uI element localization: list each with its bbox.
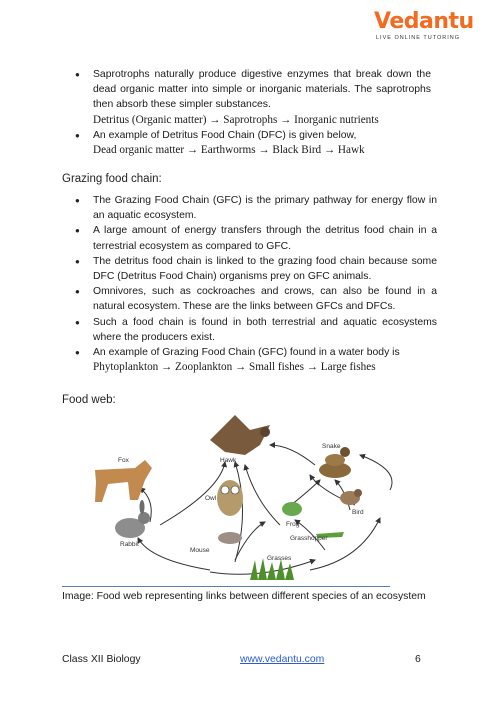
list-item: ● A large amount of energy transfers through the detritus food chain in a terrestrial ecosystem as compared to GFC. xyxy=(65,223,437,253)
fox-illustration xyxy=(95,460,152,502)
detritus-chain: Detritus (Organic matter) → Saprotrophs → Inorganic nutrients xyxy=(93,113,379,126)
list-item: ● Such a food chain is found in both terrestrial and aquatic ecosystems where the producers exist. xyxy=(65,315,437,345)
figure-caption: Image: Food web representing links between different species of an ecosystem xyxy=(62,591,426,602)
rabbit-label: Rabbit xyxy=(120,541,139,548)
rabbit-illustration xyxy=(115,500,150,538)
footer-website-link[interactable]: www.vedantu.com xyxy=(240,654,325,665)
caption-divider xyxy=(62,586,390,587)
hawk-label: Hawk xyxy=(220,457,237,464)
mouse-label: Mouse xyxy=(190,547,210,554)
grazing-heading: Grazing food chain: xyxy=(62,173,162,185)
logo-brand: Vedantu xyxy=(374,9,474,34)
snake-label: Snake xyxy=(322,443,341,450)
list-item xyxy=(65,67,431,128)
logo-tagline: LIVE ONLINE TUTORING xyxy=(376,35,460,41)
owl-label: Owl xyxy=(205,495,217,502)
list-item: ● The detritus food chain is linked to the grazing food chain because some DFC (Detritus Food Chain) organisms prey on GFC animals. xyxy=(65,254,437,284)
list-item: ● Omnivores, such as cockroaches and crows, can also be found in a natural ecosystem. These are the links between GFCs and DFCs. xyxy=(65,284,437,314)
frog-illustration xyxy=(282,502,302,516)
vedantu-logo xyxy=(374,10,474,41)
bullet-text: An example of Detritus Food Chain (DFC) is given below, xyxy=(93,129,357,141)
bullet-text: An example of Grazing Food Chain (GFC) found in a water body is xyxy=(93,347,400,359)
bird-label: Bird xyxy=(352,509,364,516)
snake-illustration xyxy=(319,447,351,478)
list-item xyxy=(65,128,431,158)
frog-label: Frog xyxy=(286,521,300,528)
list-item xyxy=(65,345,437,375)
footer-subject: Class XII Biology xyxy=(62,654,141,665)
grazing-section xyxy=(65,193,437,375)
saprotroph-section xyxy=(65,67,431,158)
list-item: ● The Grazing Food Chain (GFC) is the primary pathway for energy flow in an aquatic ecosystem. xyxy=(65,193,437,223)
bullet-text: Saprotrophs naturally produce digestive enzymes that break down the dead organic matter into simple or inorganic materials. The saprotrophs then absorb these simpler substances. xyxy=(93,69,431,111)
mouse-illustration xyxy=(218,532,242,544)
food-web-diagram xyxy=(60,410,420,586)
grasses-label: Grasses xyxy=(267,555,292,562)
hawk-illustration xyxy=(210,415,270,455)
fox-label: Fox xyxy=(118,457,129,464)
food-web-heading: Food web: xyxy=(62,394,116,406)
grasshopper-label: Grasshopper xyxy=(290,535,328,542)
page-number: 6 xyxy=(415,654,421,665)
owl-illustration xyxy=(217,480,243,516)
gfc-chain: Phytoplankton → Zooplankton → Small fishes → Large fishes xyxy=(93,361,376,374)
dfc-chain: Dead organic matter → Earthworms → Black Bird → Hawk xyxy=(93,144,365,157)
